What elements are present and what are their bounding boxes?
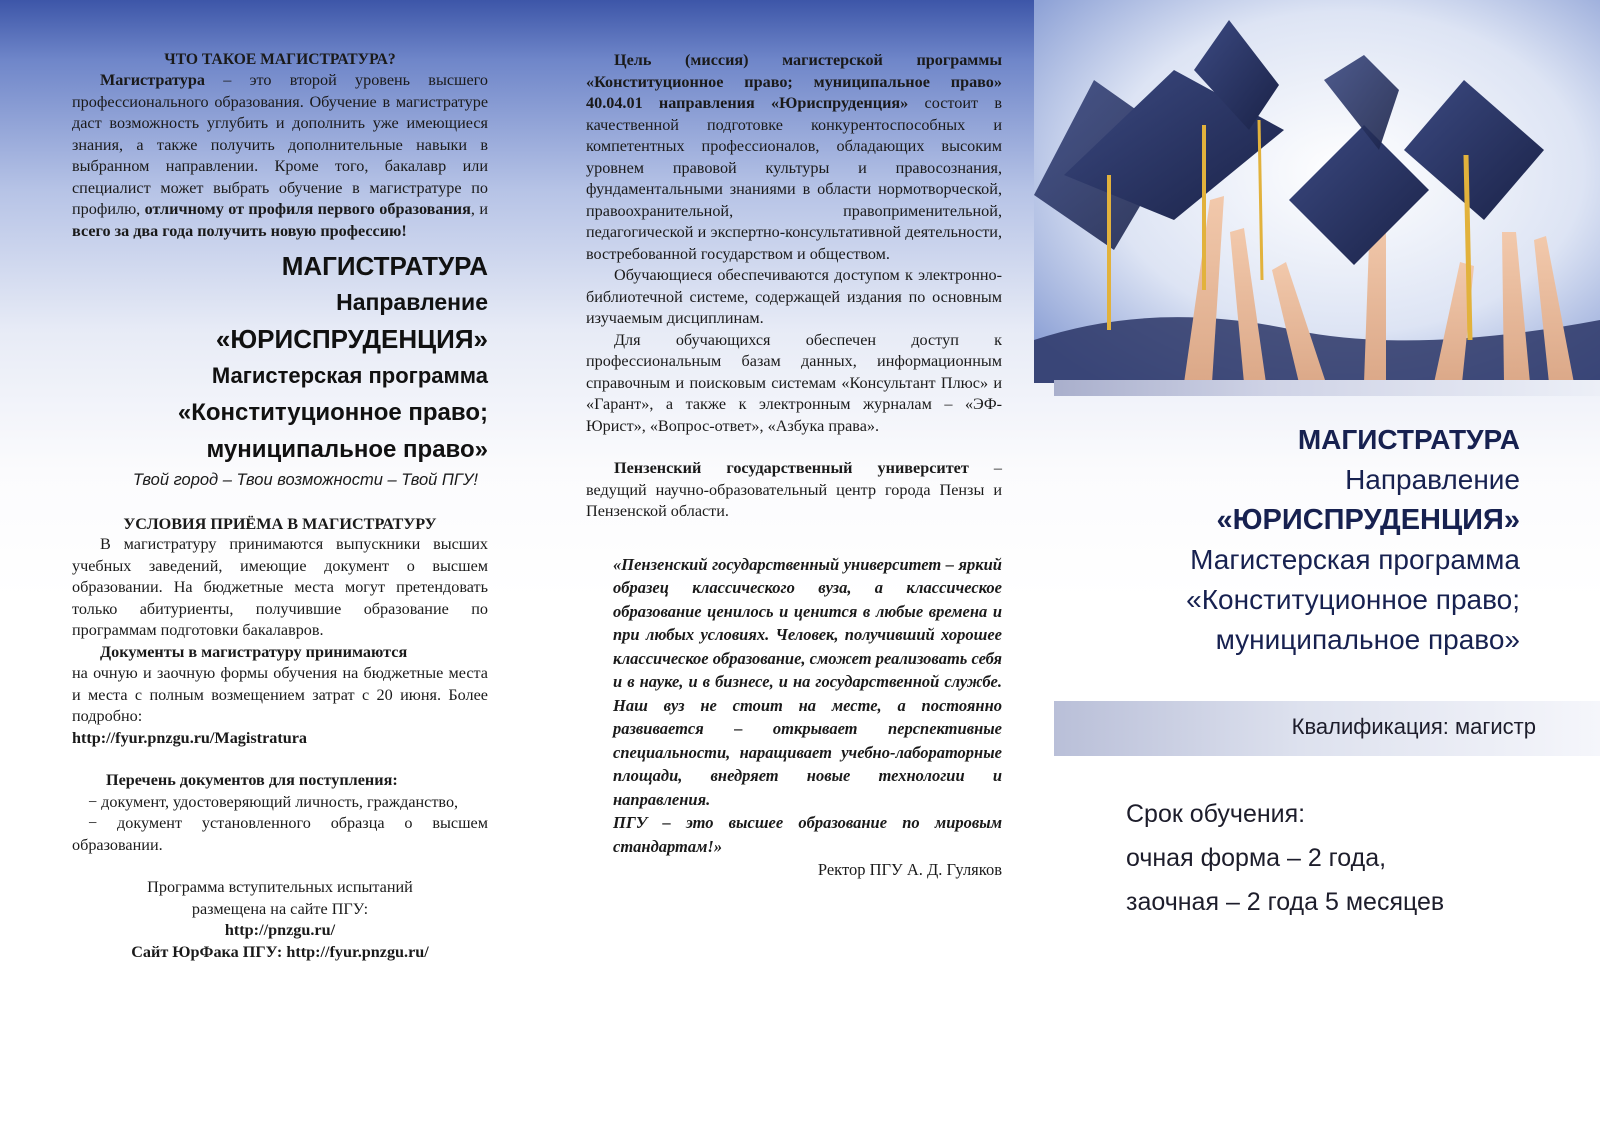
university-paragraph (586, 458, 1002, 523)
university-bold: Пензенский государственный университет (614, 459, 969, 477)
rector-signature: Ректор ПГУ А. Д. Гуляков (817, 860, 1002, 879)
program-line-2: размещена на сайте ПГУ: (191, 899, 369, 918)
law-faculty-site[interactable]: Сайт ЮрФака ПГУ: http://fyur.pnzgu.ru/ (131, 942, 429, 961)
term-label: Срок обучения: (1126, 800, 1306, 828)
left-title-magistratura: МАГИСТРАТУРА (281, 251, 488, 281)
slogan: Твой город – Твои возможности – Твой ПГУ! (132, 471, 478, 489)
intro-bold-last: всего за два года получить новую профессию! (72, 221, 407, 240)
mission-text: состоит в качественной подготовке конкурентоспособных и компетентных профессионалов, обладающих высоким уровнем правовой культуры и правосознания, фундаментальными знаниями в области нормотворческой, правоохранительной, правоприменительной, педагогической и экспертно-консультативной деятельности, востребованной государством и обществом. (586, 94, 1002, 263)
graduation-photo-illustration (1034, 0, 1600, 383)
right-title-jurisprudence: «ЮРИСПРУДЕНЦИЯ» (1216, 504, 1520, 536)
program-line-1: Программа вступительных испытаний (147, 878, 413, 896)
qualification-bar (1054, 701, 1600, 756)
left-title-block (72, 248, 488, 492)
pnzgu-link[interactable]: http://pnzgu.ru/ (224, 921, 336, 939)
magistratura-link[interactable]: http://fyur.pnzgu.ru/Magistratura (72, 728, 308, 747)
left-title-municipal: муниципальное право» (206, 436, 488, 463)
conditions-text: В магистратуру принимаются выпускники высших учебных заведений, имеющие документ о высшем образовании. На бюджетные места могут претендовать только абитуриенты, получившие образование по программам подготовки бакалавров. (72, 535, 488, 639)
library-paragraph: Обучающиеся обеспечиваются доступом к электронно-библиотечной системе, содержащей издания по основным изучаемым дисциплинам. (586, 266, 1002, 327)
intro-mid: , и (470, 200, 488, 218)
right-title-municipal: муниципальное право» (1215, 624, 1520, 655)
graduation-caps-photo (1034, 0, 1600, 383)
quote-text: «Пензенский государственный университет – яркий образец классического вуза, а классическое образование ценилось и ценится в любые времена и при любых условиях. Человек, получивший хорошее классическое образование, сможет реализовать себя и в науке, и в бизнесе, и на государственной службе. Наш вуз не стоит на месте, а постоянно развивается – открывает перспективные специальности, наращивает учебно-лабораторные площади, внедряет новые технологии и направления. (613, 554, 1002, 809)
left-title-jurisprudence: «ЮРИСПРУДЕНЦИЯ» (215, 324, 488, 354)
databases-paragraph: Для обучающихся обеспечен доступ к профессиональным базам данных, информационным справочным и поисковым системам «Консультант Плюс» и «Гарант», а также к электронным журналам – «ЭФ-Юрист», «Вопрос-ответ», «Азбука права». (586, 330, 1002, 435)
rector-quote (586, 553, 1002, 883)
photo-divider-bar (1054, 380, 1600, 396)
right-title-program: Магистерская программа (1190, 544, 1520, 575)
documents-list-item-1: − документ, удостоверяющий личность, гражданство, (88, 792, 459, 811)
study-term-block (1126, 792, 1444, 924)
term-parttime: заочная – 2 года 5 месяцев (1126, 888, 1445, 916)
intro-text: – это второй уровень высшего профессионального образования. Обучение в магистратуре даст возможность углубить и дополнить уже имеющиеся знания, а также получить дополнительные навыки в выбранном направлении. Кроме того, бакалавр или специалист может выбрать обучение в магистратуре по профилю, (72, 71, 488, 218)
middle-column (586, 0, 1002, 882)
quote-text-2: ПГУ – это высшее образование по мировым стандартам!» (613, 813, 1002, 856)
intro-bold-end: отличному от профиля первого образования (144, 200, 471, 218)
right-title-magistratura: МАГИСТРАТУРА (1297, 424, 1520, 455)
term-fulltime: очная форма – 2 года, (1126, 844, 1387, 872)
docs-heading: Документы в магистратуру принимаются (100, 642, 408, 661)
left-title-constitutional: «Конституционное право; (177, 399, 488, 426)
right-title-constitutional: «Конституционное право; (1186, 584, 1520, 615)
right-title-block (1060, 420, 1520, 660)
what-is-heading: ЧТО ТАКОЕ МАГИСТРАТУРА? (164, 51, 396, 68)
mission-bold: Цель (миссия) магистерской программы «Конституционное право; муниципальное право» 40.04.01 направления «Юриспруденция» (586, 51, 1002, 112)
university-text: – ведущий научно-образовательный центр города Пензы и Пензенской области. (586, 459, 1002, 520)
documents-list-heading: Перечень документов для поступления: (106, 771, 398, 789)
mission-paragraph (586, 50, 1002, 265)
conditions-heading: УСЛОВИЯ ПРИЁМА В МАГИСТРАТУРУ (123, 515, 437, 533)
intro-paragraph (72, 70, 488, 242)
left-column (72, 0, 488, 963)
intro-bold: Магистратура (100, 71, 205, 89)
documents-list-item-2: − документ установленного образца о высшем образовании. (72, 814, 488, 854)
left-title-direction: Направление (336, 289, 488, 315)
qualification-text: Квалификация: магистр (1291, 714, 1536, 739)
right-title-direction: Направление (1345, 464, 1520, 495)
docs-text: на очную и заочную формы обучения на бюджетные места и места с полным возмещением затрат с 20 июня. Более подробно: (72, 664, 488, 725)
left-title-program: Магистерская программа (211, 363, 488, 388)
